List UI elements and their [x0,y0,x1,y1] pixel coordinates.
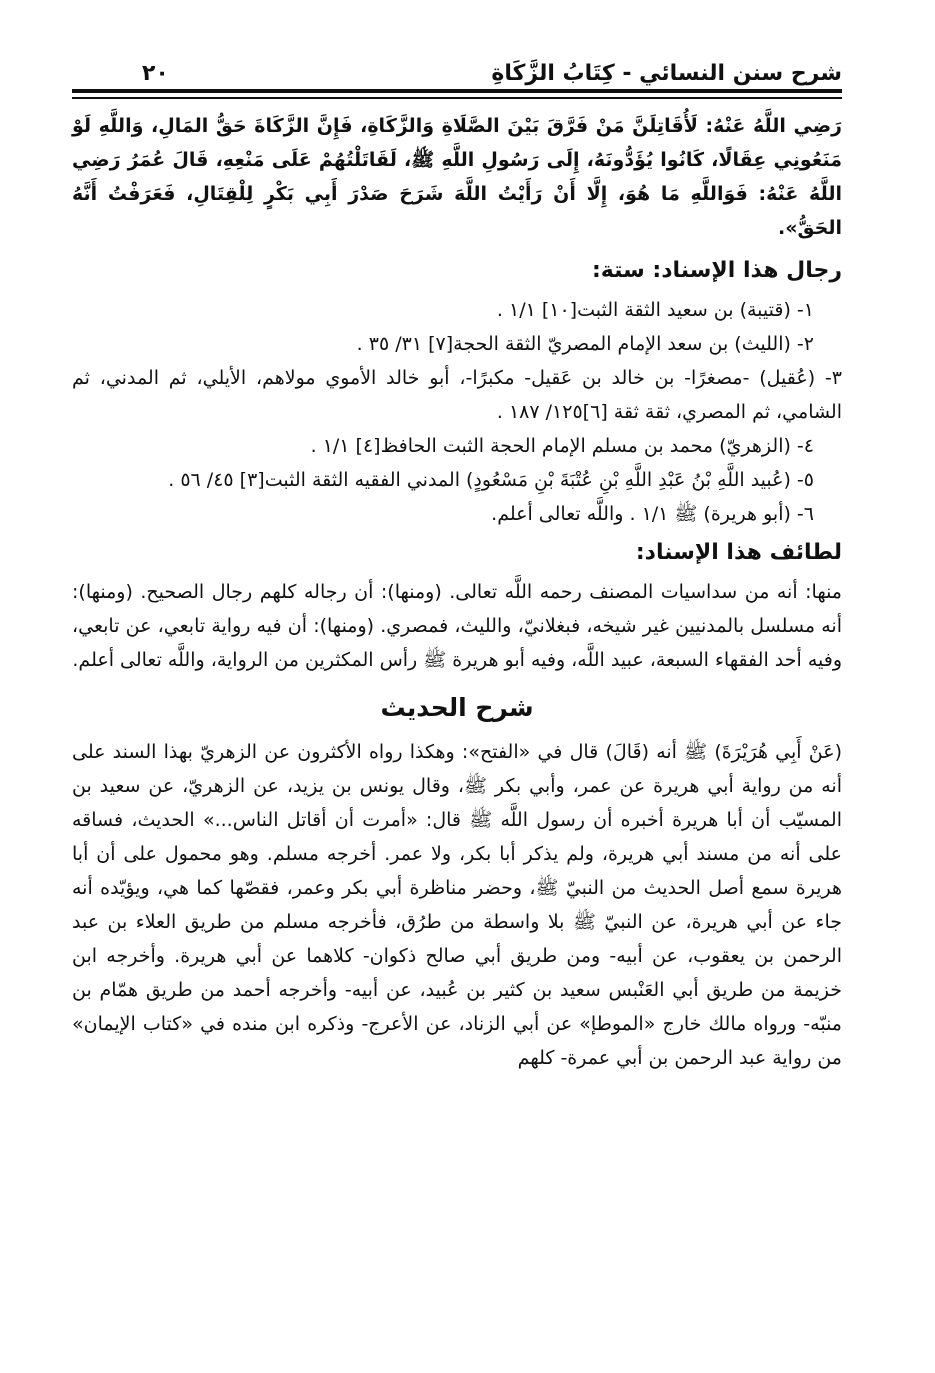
page-header [72,40,842,86]
narrator-item-6: ٦- (أبو هريرة) ﷺ ١/١ . واللَّه تعالى أعلم. [491,503,814,525]
running-title: شرح سنن النسائي - كِتَابُ الزَّكَاةِ [491,61,842,86]
explanation-heading: شرح الحديث [380,693,534,722]
narrator-item-5: ٥- (عُبيد اللَّهِ بْنُ عَبْدِ اللَّهِ بْنِ عُتْبَةَ بْنِ مَسْعُودٍ) المدني الفقيه الثقة الثبت[٣] ٤٥/ ٥٦ . [168,469,814,491]
header-rule-thick [72,89,842,93]
narrator-item-2: ٢- (الليث) بن سعد الإمام المصريّ الثقة الحجة[٧] ٣١/ ٣٥ . [356,333,814,355]
narrator-item-1: ١- (قتيبة) بن سعيد الثقة الثبت[١٠] ١/١ . [496,299,814,321]
narrator-item-4: ٤- (الزهريّ) محمد بن مسلم الإمام الحجة الثبت الحافظ[٤] ١/١ . [310,435,814,457]
page-body [72,109,842,1075]
narrators-heading: رجال هذا الإسناد: ستة: [592,258,842,283]
explanation-text: (عَنْ أَبِي هُرَيْرَةَ) ﷺ أنه (قَالَ) قال في «الفتح»: وهكذا رواه الأكثرون عن الزهريّ بهذا السند على أنه من رواية أبي هريرة عن عمر، وأبي بكر ﷺ، وقال يونس بن يزيد، عن الزهريّ، عن سعيد بن المسيّب أن أبا هريرة أخبره أن رسول اللَّه ﷺ قال: «أمرت أن أقاتل الناس...» الحديث، فساقه على أنه من مسند أبي هريرة، ولم يذكر أبا بكر، ولا عمر. أخرجه مسلم. وهو محمول على أن أبا هريرة سمع أصل الحديث من النبيّ ﷺ، وحضر مناظرة أبي بكر وعمر، فقصّها كما هي، ويؤيّده أنه جاء عن أبي هريرة، عن النبيّ ﷺ بلا واسطة من طرُق، فأخرجه مسلم من طريق العلاء بن عبد الرحمن بن يعقوب، عن أبيه- ومن طريق أبي صالح ذكوان- كلاهما عن أبي هريرة. وأخرجه ابن خزيمة من طريق أبي العَنْبس سعيد بن كثير بن عُبيد، عن أبيه- وأخرجه أحمد من طريق همّام بن منبّه- ورواه مالك خارج «الموطإ» عن أبي الزناد، عن الأعرج- وذكره ابن منده في «كتاب الإيمان» من رواية عبد الرحمن بن أبي عمرة- كلهم [72,741,842,1069]
hadith-text: رَضِي اللَّهُ عَنْهُ: لَأُقَاتِلَنَّ مَنْ فَرَّقَ بَيْنَ الصَّلَاةِ وَالزَّكَاةِ، فَإِنَّ الزَّكَاةَ حَقُّ المَالِ، وَاللَّهِ لَوْ مَنَعُونِي عِقَالًا، كَانُوا يُؤَدُّونَهُ، إِلَى رَسُولِ اللَّهِ ﷺ، لَقَاتَلْتُهُمْ عَلَى مَنْعِهِ، قَالَ عُمَرُ رَضِي اللَّهُ عَنْهُ: فَوَاللَّهِ مَا هُوَ، إِلَّا أَنْ رَأَيْتُ اللَّهَ شَرَحَ صَدْرَ أَبِي بَكْرٍ لِلْقِتَالِ، فَعَرَفْتُ أَنَّهُ الحَقُّ». [72,115,842,239]
narrator-item-3: ٣- (عُقيل) -مصغرًا- بن خالد بن عَقيل- مكبرًا-، أبو خالد الأموي مولاهم، الأيلي، ثم المدني، ثم الشامي، ثم المصري، ثقة ثقة [٦]١٢٥/ ١٨٧ . [72,367,842,423]
subtleties-text: منها: أنه من سداسيات المصنف رحمه اللَّه تعالى. (ومنها): أن رجاله كلهم رجال الصحيح. (ومنها): أنه مسلسل بالمدنيين غير شيخه، فبغلانيّ، والليث، فمصري. (ومنها): أن فيه رواية تابعي، عن تابعي، وفيه أحد الفقهاء السبعة، عبيد اللَّه، وفيه أبو هريرة ﷺ رأس المكثرين من الرواية، واللَّه تعالى أعلم. [72,581,842,671]
subtleties-heading: لطائف هذا الإسناد: [635,540,842,565]
header-rule-thin [72,97,842,99]
page-number: ٢٠ [142,61,169,86]
book-page [72,40,842,1075]
